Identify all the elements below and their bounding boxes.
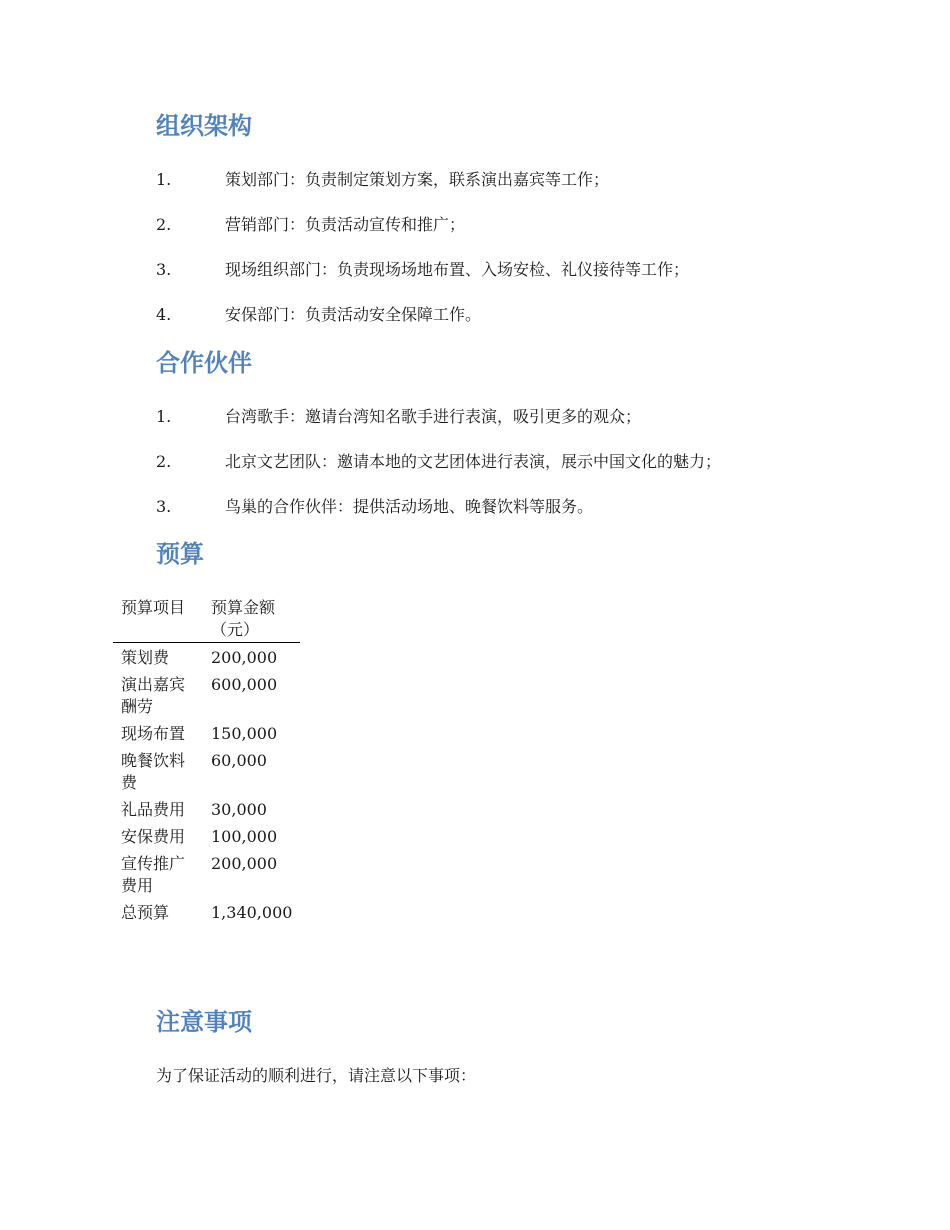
list-number: 4. xyxy=(156,305,172,324)
section-heading-notes: 注意事项 xyxy=(156,1008,252,1036)
table-row xyxy=(113,746,300,795)
list-item xyxy=(156,169,609,191)
column-header-item: 预算项目 xyxy=(113,596,203,643)
budget-amount-cell: 200,000 xyxy=(211,854,278,873)
list-number: 1. xyxy=(156,170,172,189)
list-text: 策划部门：负责制定策划方案，联系演出嘉宾等工作； xyxy=(225,170,610,189)
budget-item-cell: 总预算 xyxy=(121,903,170,922)
table-row xyxy=(113,643,300,671)
budget-amount-cell: 150,000 xyxy=(211,724,278,743)
budget-item-cell: 宣传推广费用 xyxy=(121,854,186,895)
budget-amount-cell: 30,000 xyxy=(211,800,267,819)
list-text: 安保部门：负责活动安全保障工作。 xyxy=(225,305,482,324)
budget-item-cell: 策划费 xyxy=(121,648,170,667)
budget-item-cell: 晚餐饮料费 xyxy=(121,751,186,792)
list-number: 2. xyxy=(156,215,172,234)
list-item xyxy=(156,406,641,428)
list-text: 鸟巢的合作伙伴：提供活动场地、晚餐饮料等服务。 xyxy=(225,497,594,516)
budget-amount-cell: 60,000 xyxy=(211,751,267,770)
list-item xyxy=(156,496,593,518)
list-text: 营销部门：负责活动宣传和推广； xyxy=(225,215,466,234)
list-number: 2. xyxy=(156,452,172,471)
list-text: 北京文艺团队：邀请本地的文艺团体进行表演，展示中国文化的魅力； xyxy=(225,452,722,471)
list-item xyxy=(156,304,481,326)
list-text: 台湾歌手：邀请台湾知名歌手进行表演，吸引更多的观众； xyxy=(225,407,642,426)
section-heading-org: 组织架构 xyxy=(156,112,252,140)
budget-item-cell: 演出嘉宾酬劳 xyxy=(121,675,186,716)
budget-item-cell: 礼品费用 xyxy=(121,800,186,819)
budget-amount-cell: 200,000 xyxy=(211,648,278,667)
budget-item-cell: 现场布置 xyxy=(121,724,186,743)
table-row-total xyxy=(113,898,300,925)
table-row xyxy=(113,795,300,822)
budget-amount-cell: 600,000 xyxy=(211,675,278,694)
list-number: 3. xyxy=(156,260,172,279)
table-row xyxy=(113,670,300,719)
list-text: 现场组织部门：负责现场场地布置、入场安检、礼仪接待等工作； xyxy=(225,260,690,279)
list-item xyxy=(156,214,465,236)
table-row xyxy=(113,822,300,849)
budget-item-cell: 安保费用 xyxy=(121,827,186,846)
list-item xyxy=(156,451,721,473)
table-row xyxy=(113,849,300,898)
table-header-row xyxy=(113,596,300,643)
list-number: 3. xyxy=(156,497,172,516)
budget-amount-cell: 1,340,000 xyxy=(211,903,293,922)
list-item xyxy=(156,259,689,281)
section-heading-partners: 合作伙伴 xyxy=(156,349,252,377)
table-row xyxy=(113,719,300,746)
column-header-amount: 预算金额（元） xyxy=(203,596,300,643)
section-heading-budget: 预算 xyxy=(156,540,204,568)
budget-table xyxy=(113,596,300,925)
budget-amount-cell: 100,000 xyxy=(211,827,278,846)
notes-intro-paragraph: 为了保证活动的顺利进行，请注意以下事项： xyxy=(156,1066,477,1085)
list-number: 1. xyxy=(156,407,172,426)
